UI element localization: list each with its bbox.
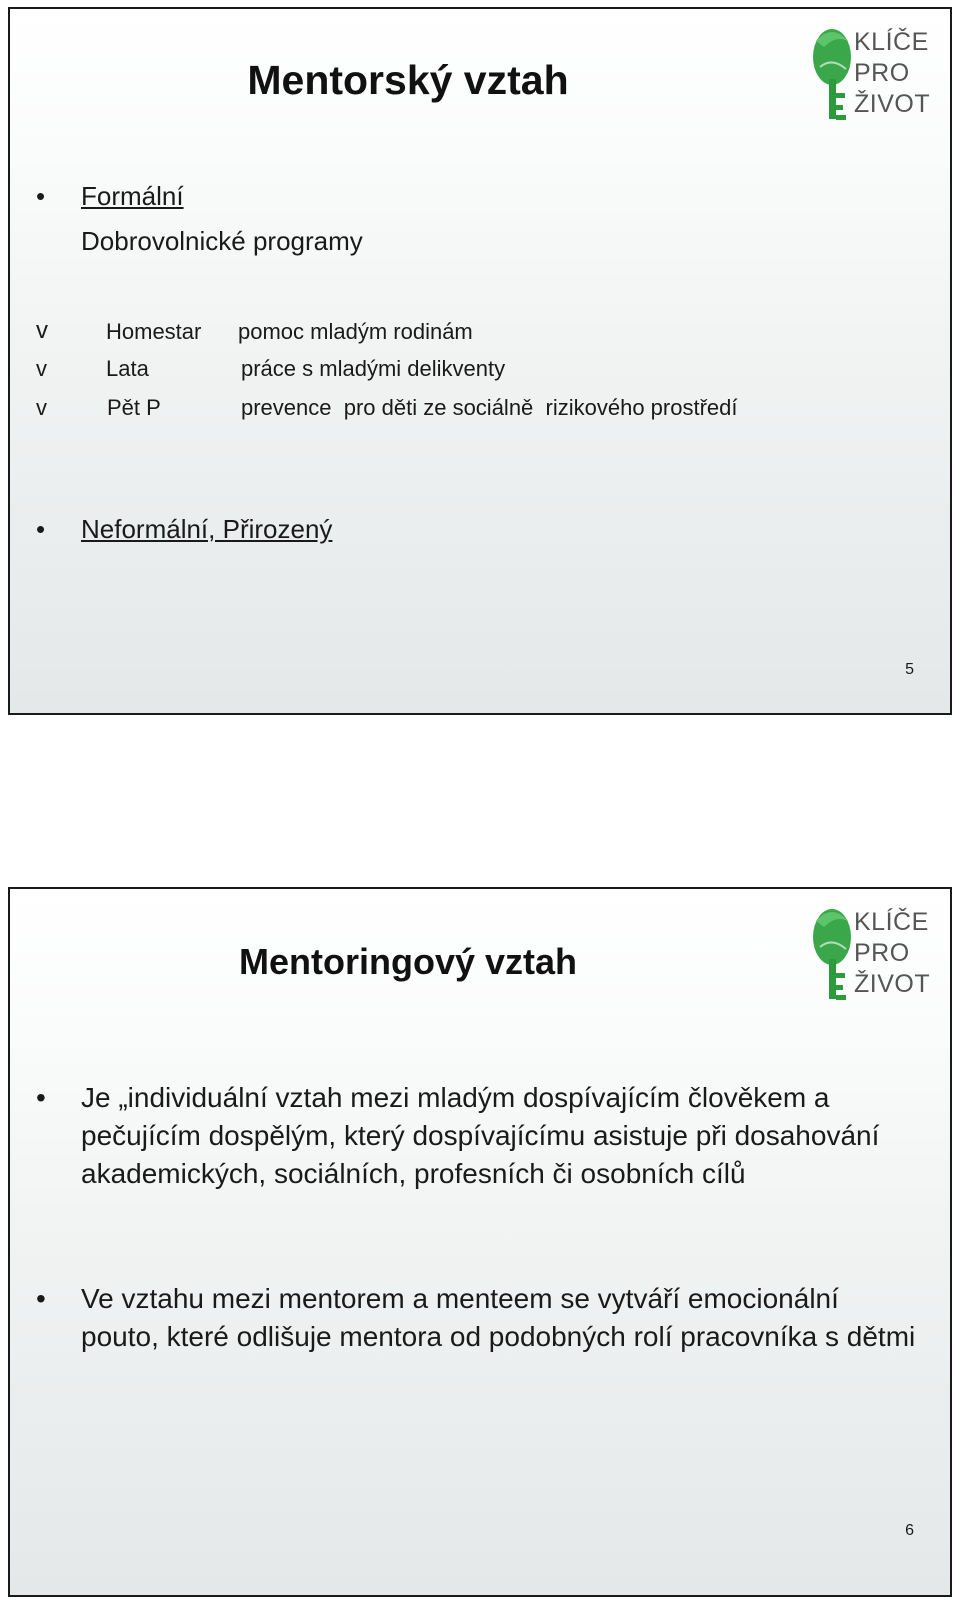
- page-number: 6: [905, 1522, 914, 1539]
- logo-text: KLÍČE PRO ŽIVOT: [854, 908, 931, 998]
- program-name: Lata: [106, 356, 149, 381]
- bullet-subtext: Dobrovolnické programy: [81, 226, 363, 256]
- program-name: Homestar: [106, 319, 202, 344]
- bullet-text: Je „individuální vztah mezi mladým dospívajícím člověkem a pečujícím dospělým, který dospívajícímu asistuje při dosahování akademických, sociálních, profesních či osobních cílů: [81, 1082, 880, 1189]
- tree-key-icon: [810, 27, 854, 121]
- klice-pro-zivot-logo: [810, 27, 931, 121]
- program-row: [36, 395, 916, 425]
- bullet-label[interactable]: Neformální, Přirozený: [81, 514, 333, 544]
- bullet-definition: [36, 1079, 916, 1193]
- klice-pro-zivot-logo: [810, 907, 931, 1001]
- slide-title: Mentorský vztah: [247, 57, 569, 103]
- slide-6: [8, 887, 952, 1597]
- bullet-dot: •: [36, 1283, 46, 1314]
- tree-key-icon: [810, 907, 854, 1001]
- program-desc: pomoc mladým rodinám: [238, 319, 473, 344]
- program-row: [36, 319, 916, 349]
- bullet-text: Ve vztahu mezi mentorem a menteem se vytváří emocionální pouto, které odlišuje mentora od podobných rolí pracovníka s dětmi: [81, 1283, 916, 1352]
- slide-title: Mentoringový vztah: [238, 941, 578, 982]
- program-desc: práce s mladými delikventy: [241, 356, 506, 381]
- bullet-emotional-bond: [36, 1280, 916, 1356]
- program-name: Pět P: [107, 395, 161, 420]
- bullet-dot: •: [36, 181, 46, 211]
- program-marker: v: [36, 395, 47, 420]
- logo-text: KLÍČE PRO ŽIVOT: [854, 28, 931, 118]
- program-marker: v: [36, 356, 47, 381]
- bullet-dot: •: [36, 514, 46, 544]
- program-marker: v: [36, 317, 48, 344]
- bullet-dot: •: [36, 1082, 46, 1113]
- slide-5: [8, 7, 952, 715]
- program-row: [36, 356, 916, 386]
- program-desc: prevence pro děti ze sociálně rizikového prostředí: [241, 395, 738, 420]
- bullet-label[interactable]: Formální: [81, 181, 184, 211]
- page-number: 5: [905, 661, 914, 678]
